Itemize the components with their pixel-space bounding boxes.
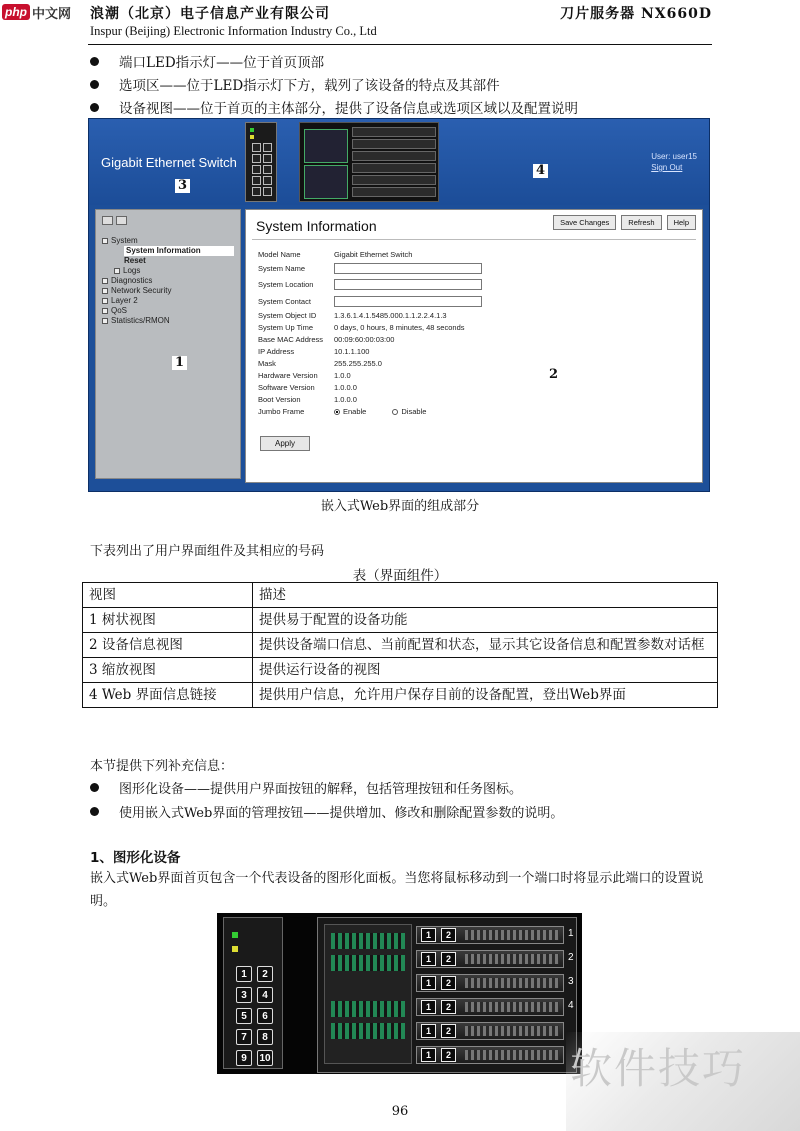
blade-slot[interactable]: 1 2 [416, 998, 564, 1016]
device-info-view [245, 209, 703, 483]
port-grid [252, 143, 272, 196]
section-heading: 1、图形化设备 [90, 850, 181, 866]
blade-slot[interactable] [352, 163, 436, 173]
bullet-icon [90, 80, 99, 89]
field-ip: IP Address 10.1.1.100 [258, 347, 370, 356]
page-title: System Information [256, 218, 377, 234]
user-label: User: user15 [651, 152, 697, 161]
blade-slot[interactable] [352, 127, 436, 137]
table-caption: 表（界面组件） [352, 568, 448, 584]
blade-slot[interactable]: 1 2 [416, 974, 564, 992]
table-header-cell: 视图 [83, 583, 253, 608]
field-model-name: Model Name Gigabit Ethernet Switch [258, 249, 413, 259]
port-icon[interactable] [263, 143, 272, 152]
site-logo [2, 2, 71, 22]
figure-caption: 嵌入式Web界面的组成部分 [320, 499, 480, 514]
blade-slot[interactable]: 1 2 [416, 926, 564, 944]
collapse-icon[interactable] [116, 216, 127, 225]
slot-vent-icon [465, 930, 559, 940]
table-header-cell: 描述 [253, 583, 718, 608]
table-row [83, 608, 718, 633]
port-button[interactable]: 4 [257, 987, 273, 1003]
chassis-graphic [317, 917, 577, 1073]
port-icon[interactable] [263, 154, 272, 163]
bullet-item: 端口LED指示灯——位于首页顶部 [90, 51, 324, 71]
tree-toolbar [102, 216, 127, 225]
slot-vent-icon [465, 978, 559, 988]
port-icon[interactable] [263, 165, 272, 174]
table-cell: 2 设备信息视图 [83, 633, 253, 658]
table-cell: 3 缩放视图 [83, 658, 253, 683]
led-panel [245, 122, 277, 202]
marker-4: 4 [533, 164, 548, 178]
minus-box-icon [102, 238, 108, 244]
tree-view [95, 209, 241, 479]
table-cell: 1 树状视图 [83, 608, 253, 633]
switch-modules [324, 924, 412, 1064]
table-cell: 4 Web 界面信息链接 [83, 683, 253, 708]
blade-slot[interactable]: 1 2 [416, 1022, 564, 1040]
refresh-button[interactable]: Refresh [621, 215, 661, 230]
led-icon [250, 135, 254, 139]
blade-slot[interactable]: 1 2 [416, 950, 564, 968]
led-icon [232, 946, 238, 952]
blade-slot[interactable] [352, 175, 436, 185]
field-object-id: System Object ID 1.3.6.1.4.1.5485.000.1.1.2.2.4.1.3 [258, 311, 447, 320]
bullet-icon [90, 807, 99, 816]
field-mask: Mask 255.255.255.0 [258, 359, 382, 368]
module-vent-icon [331, 1001, 405, 1017]
plus-box-icon [102, 298, 108, 304]
port-icon[interactable] [252, 176, 261, 185]
blade-slot[interactable] [352, 187, 436, 197]
slot-number: 4 [568, 1000, 574, 1011]
front-panel [223, 917, 283, 1069]
plus-box-icon [102, 288, 108, 294]
port-button[interactable]: 9 [236, 1050, 252, 1066]
header-rule [88, 44, 712, 45]
module-vent-icon [331, 933, 405, 949]
blade-slot[interactable] [352, 139, 436, 149]
field-system-contact: System Contact [258, 293, 482, 310]
field-hardware: Hardware Version 1.0.0 [258, 371, 351, 380]
marker-2: 2 [546, 368, 561, 382]
logo-php: php [2, 4, 30, 20]
section-body: 嵌入式Web界面首页包含一个代表设备的图形化面板。当您将鼠标移动到一个端口时将显示此端口的设置说明。 [90, 871, 704, 909]
table-cell: 提供易于配置的设备功能 [253, 608, 718, 633]
port-grid [236, 966, 273, 1066]
port-button[interactable]: 7 [236, 1029, 252, 1045]
table-row [83, 658, 718, 683]
module-vent-icon [331, 955, 405, 971]
slot-number: 2 [568, 952, 574, 963]
field-mac: Base MAC Address 00:09:60:00:03:00 [258, 335, 395, 344]
port-icon[interactable] [263, 187, 272, 196]
components-table [82, 582, 718, 708]
bullet-icon [90, 103, 99, 112]
bullet-item: 图形化设备——提供用户界面按钮的解释，包括管理按钮和任务图标。 [90, 778, 522, 797]
chassis-view [299, 122, 439, 202]
port-button[interactable]: 1 [236, 966, 252, 982]
port-button[interactable]: 3 [236, 987, 252, 1003]
system-info-form [258, 248, 482, 418]
switch-module-icon [304, 129, 348, 163]
table-row [83, 633, 718, 658]
plus-box-icon [102, 318, 108, 324]
jumbo-enable-radio[interactable]: Enable [334, 407, 366, 416]
slot-number: 1 [568, 928, 574, 939]
company-name-en: Inspur (Beijing) Electronic Information Industry Co., Ltd [90, 24, 377, 38]
table-header-row [83, 583, 718, 608]
field-jumbo-frame: Jumbo Frame Enable Disable [258, 407, 427, 416]
bullet-item: 使用嵌入式Web界面的管理按钮——提供增加、修改和删除配置参数的说明。 [90, 802, 563, 821]
field-up-time: System Up Time 0 days, 0 hours, 8 minutes, 48 seconds [258, 323, 465, 332]
title-divider [252, 239, 696, 240]
field-software: Software Version 1.0.0.0 [258, 383, 357, 392]
signout-link[interactable]: Sign Out [651, 163, 683, 172]
plus-box-icon [102, 308, 108, 314]
port-icon[interactable] [263, 176, 272, 185]
tree-item-statistics[interactable]: Statistics/RMON [102, 316, 234, 326]
led-icon [250, 128, 254, 132]
bullet-item: 选项区——位于LED指示灯下方，载列了该设备的特点及其部件 [90, 74, 500, 94]
tree-item-logs[interactable]: Logs [114, 266, 234, 276]
expand-icon[interactable] [102, 216, 113, 225]
port-button[interactable]: 2 [257, 966, 273, 982]
table-cell: 提供运行设备的视图 [253, 658, 718, 683]
blade-slot[interactable] [352, 151, 436, 161]
table-row [83, 683, 718, 708]
slot-vent-icon [465, 1002, 559, 1012]
web-ui-title: Gigabit Ethernet Switch [101, 155, 237, 170]
action-buttons [553, 215, 696, 230]
apply-button[interactable]: Apply [260, 436, 310, 451]
system-location-input[interactable] [334, 279, 482, 290]
radio-checked-icon [334, 409, 340, 415]
logo-text: 中文网 [32, 6, 72, 22]
marker-1: 1 [172, 356, 187, 370]
table-cell: 提供用户信息，允许用户保存目前的设备配置，登出Web界面 [253, 683, 718, 708]
company-name-cn: 浪潮（北京）电子信息产业有限公司 [90, 6, 330, 22]
plus-box-icon [102, 278, 108, 284]
port-button[interactable]: 10 [257, 1050, 273, 1066]
system-contact-input[interactable] [334, 296, 482, 307]
field-boot: Boot Version 1.0.0.0 [258, 395, 357, 404]
field-system-location: System Location [258, 277, 482, 294]
blade-slot[interactable]: 1 2 [416, 1046, 564, 1064]
product-name: 刀片服务器 NX660D [560, 6, 712, 22]
tree-item-network-security[interactable]: Network Security [102, 286, 234, 296]
watermark-text: 软件技巧 [570, 1044, 747, 1093]
tree-item-system[interactable]: System [102, 236, 234, 246]
tree-list [102, 236, 234, 326]
port-icon[interactable] [252, 143, 261, 152]
tree-item-qos[interactable]: QoS [102, 306, 234, 316]
supplement-intro: 本节提供下列补充信息： [90, 759, 234, 774]
port-icon[interactable] [252, 187, 261, 196]
system-name-input[interactable] [334, 263, 482, 274]
led-icon [232, 932, 238, 938]
save-changes-button[interactable]: Save Changes [553, 215, 616, 230]
port-button[interactable]: 8 [257, 1029, 273, 1045]
slot-vent-icon [465, 1050, 559, 1060]
user-info [651, 151, 697, 173]
web-ui-screenshot [88, 118, 710, 492]
device-graphic [217, 913, 582, 1074]
bullet-icon [90, 57, 99, 66]
slot-number: 3 [568, 976, 574, 987]
bullet-icon [90, 783, 99, 792]
tree-item-system-info[interactable]: System Information [124, 246, 234, 256]
field-system-name: System Name [258, 260, 482, 277]
radio-unchecked-icon [392, 409, 398, 415]
page-number: 96 [391, 1104, 409, 1119]
bullet-item: 设备视图——位于首页的主体部分，提供了设备信息或选项区域以及配置说明 [90, 97, 578, 117]
port-icon[interactable] [252, 165, 261, 174]
help-button[interactable]: Help [667, 215, 696, 230]
slot-vent-icon [465, 1026, 559, 1036]
jumbo-disable-radio[interactable]: Disable [392, 407, 426, 416]
table-intro: 下表列出了用户界面组件及其相应的号码 [90, 544, 325, 559]
port-button[interactable]: 6 [257, 1008, 273, 1024]
tree-item-reset[interactable]: Reset [124, 256, 146, 265]
table-cell: 提供设备端口信息、当前配置和状态，显示其它设备信息和配置参数对话框 [253, 633, 718, 658]
switch-module-icon [304, 165, 348, 199]
tree-item-layer2[interactable]: Layer 2 [102, 296, 234, 306]
port-button[interactable]: 5 [236, 1008, 252, 1024]
tree-item-diagnostics[interactable]: Diagnostics [102, 276, 234, 286]
module-vent-icon [331, 1023, 405, 1039]
plus-box-icon [114, 268, 120, 274]
slot-vent-icon [465, 954, 559, 964]
marker-3: 3 [175, 179, 190, 193]
port-icon[interactable] [252, 154, 261, 163]
